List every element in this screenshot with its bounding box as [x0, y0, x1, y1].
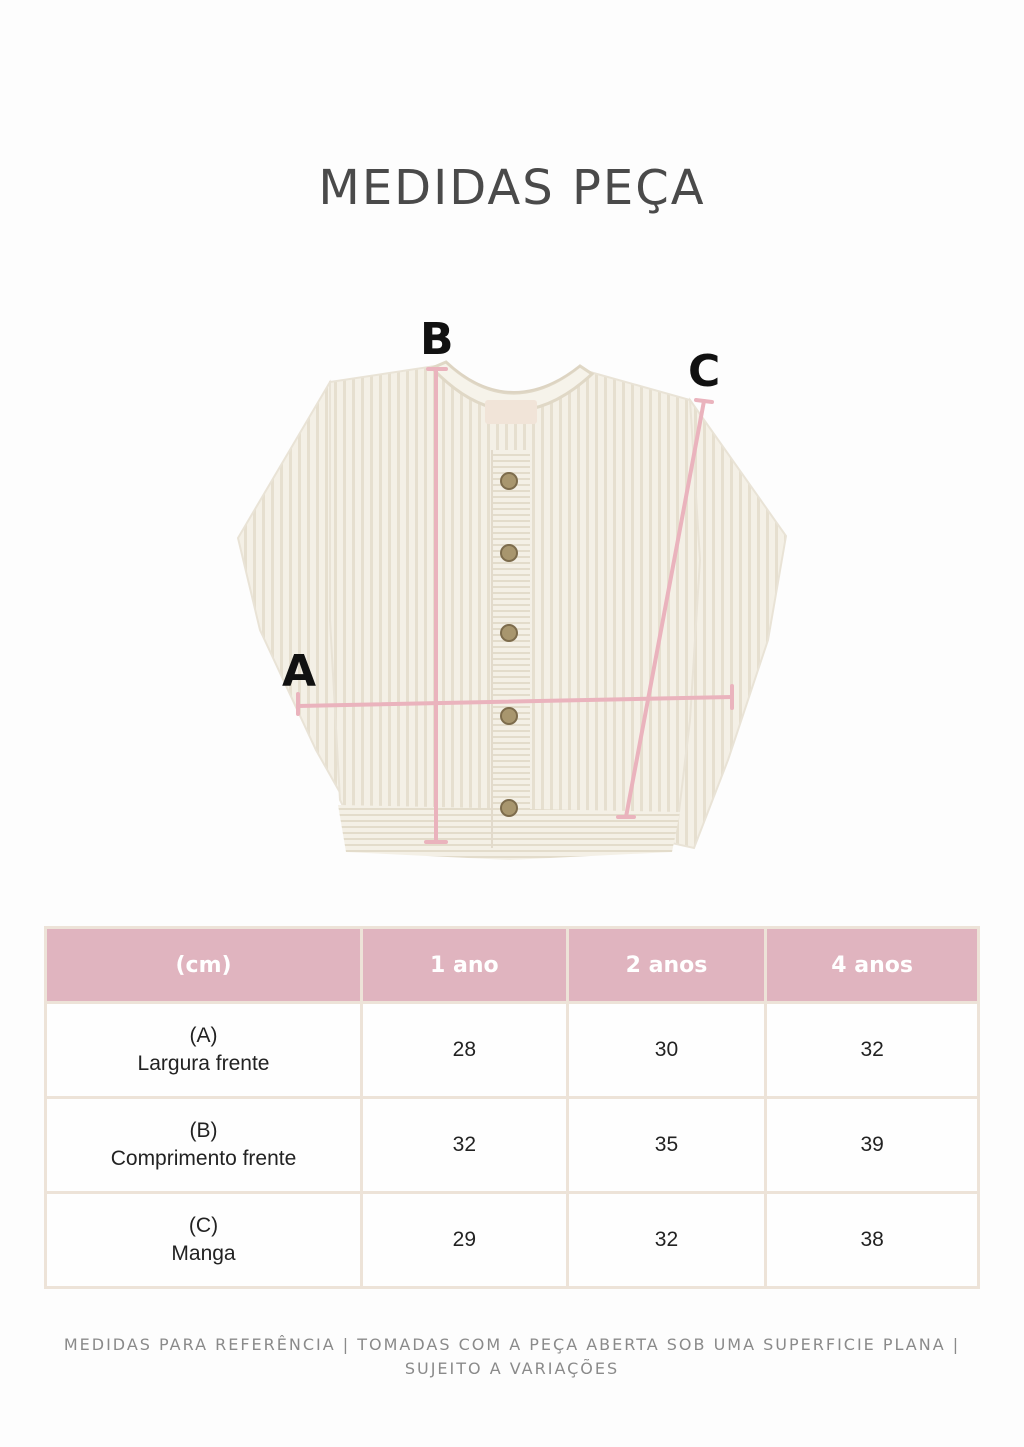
- table-cell: 32: [567, 1193, 766, 1288]
- row-name: Comprimento frente: [110, 1147, 297, 1170]
- row-name: Largura frente: [137, 1052, 270, 1075]
- header-4-anos: 4 anos: [766, 928, 979, 1003]
- label-b: B: [420, 314, 454, 365]
- button: [501, 545, 517, 561]
- garment-diagram: [220, 300, 810, 880]
- button: [501, 708, 517, 724]
- table-header-row: [46, 928, 979, 1003]
- table-row: [46, 1098, 979, 1193]
- table-cell: 30: [567, 1003, 766, 1098]
- button: [501, 473, 517, 489]
- cardigan-illustration: [220, 300, 810, 880]
- header-1-ano: 1 ano: [362, 928, 568, 1003]
- label-c: C: [688, 346, 721, 397]
- row-code: (C): [188, 1214, 219, 1237]
- row-name: Manga: [171, 1242, 236, 1265]
- placket: [492, 450, 530, 848]
- table-cell: 28: [362, 1003, 568, 1098]
- table-cell: 38: [766, 1193, 979, 1288]
- header-unit: (cm): [46, 928, 362, 1003]
- button: [501, 625, 517, 641]
- footer-note: [60, 1333, 964, 1381]
- table-cell: 35: [567, 1098, 766, 1193]
- table-cell: 32: [766, 1003, 979, 1098]
- header-2-anos: 2 anos: [567, 928, 766, 1003]
- row-code: (A): [189, 1024, 218, 1047]
- row-label: [46, 1003, 362, 1098]
- table-cell: 29: [362, 1193, 568, 1288]
- table-cell: 32: [362, 1098, 568, 1193]
- table-row: [46, 1003, 979, 1098]
- table-row: [46, 1193, 979, 1288]
- measurement-table: [44, 926, 980, 1289]
- row-label: [46, 1098, 362, 1193]
- button: [501, 800, 517, 816]
- row-label: [46, 1193, 362, 1288]
- footer-line-1: MEDIDAS PARA REFERÊNCIA | TOMADAS COM A PEÇA ABERTA SOB UMA SUPERFICIE PLANA |: [63, 1335, 961, 1354]
- table-cell: 39: [766, 1098, 979, 1193]
- brand-tag: [485, 400, 537, 424]
- label-a: A: [282, 646, 317, 697]
- footer-line-2: SUJEITO A VARIAÇÕES: [404, 1359, 620, 1378]
- row-code: (B): [189, 1119, 218, 1142]
- page-title: MEDIDAS PEÇA: [318, 160, 706, 216]
